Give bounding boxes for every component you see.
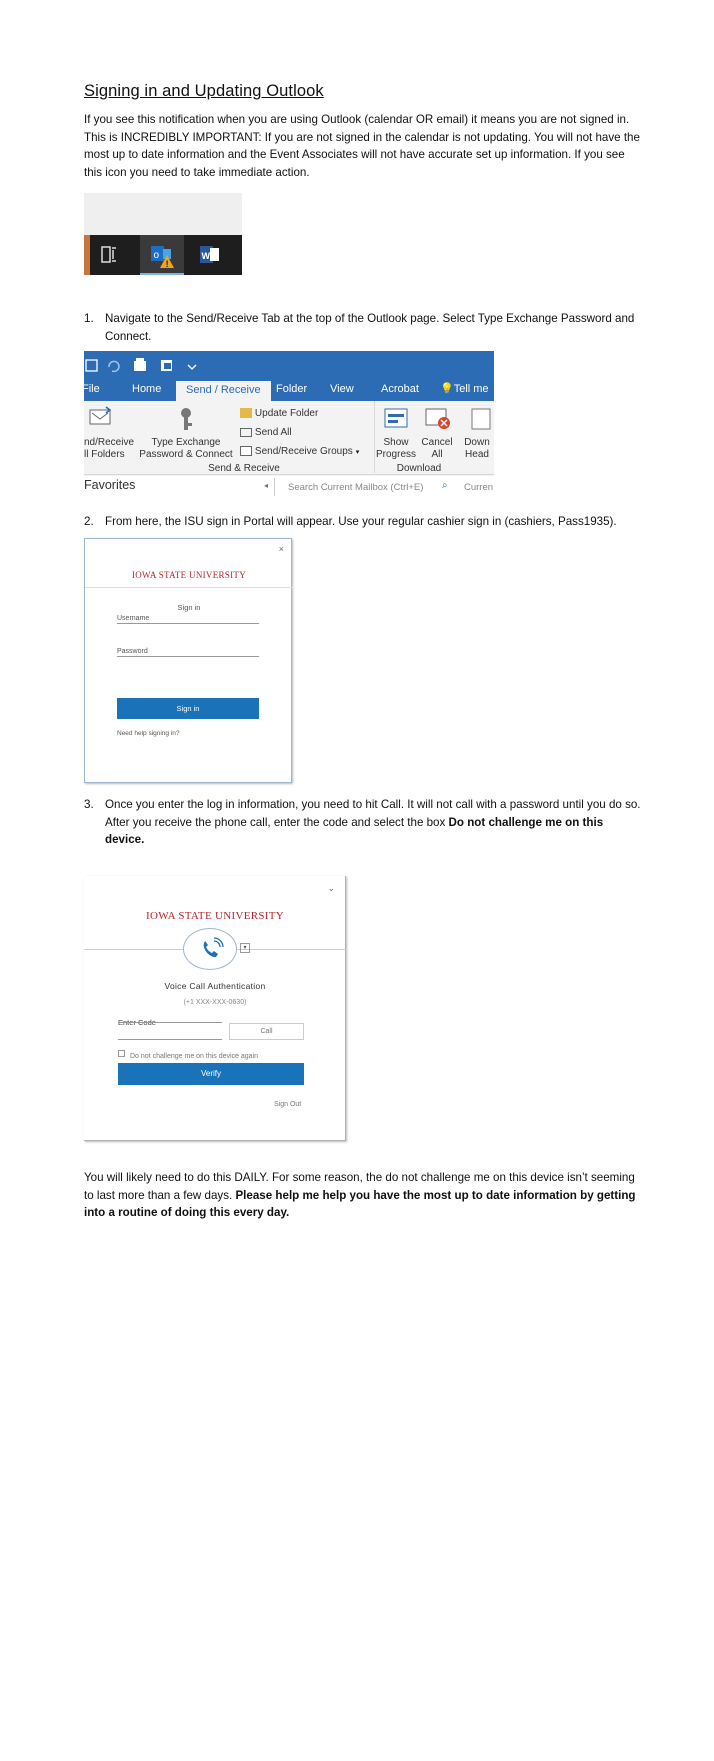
- dropdown-arrow-icon[interactable]: ▾: [240, 943, 250, 953]
- ribbon-body: [84, 401, 494, 475]
- download-headers-button[interactable]: Down Head: [460, 405, 494, 463]
- username-underline: [117, 623, 259, 624]
- step-3-text: Once you enter the log in information, you need to hit Call. It will not call with a password until you do so. After you receive the phone call, enter the code and select the box Do not challenge me on this device.: [105, 798, 641, 846]
- voice-call-screenshot: [84, 876, 346, 1141]
- groups-icon: [240, 446, 252, 456]
- divider: [274, 478, 275, 496]
- envelope-icon: [240, 428, 252, 437]
- closing-paragraph: You will likely need to do this DAILY. For some reason, the do not challenge me on this device isn’t seeming to last more than a few days. Please help me help you have the most up to date information by getting into a routine of doing this every day.: [84, 1171, 636, 1219]
- collapse-arrow-icon[interactable]: ◂: [264, 481, 269, 490]
- search-icon[interactable]: ⌕: [442, 480, 448, 491]
- send-receive-all-button[interactable]: nd/Receive ll Folders: [84, 405, 130, 463]
- isu-logo: IOWA STATE UNIVERSITY: [145, 910, 285, 922]
- sign-out-link[interactable]: Sign Out: [274, 1101, 302, 1108]
- code-top-line: [118, 1022, 222, 1023]
- taskbar-screenshot: [84, 193, 242, 275]
- isu-signin-screenshot: [84, 538, 292, 783]
- username-field[interactable]: Username: [117, 615, 150, 622]
- step-2-text: From here, the ISU sign in Portal will appear. Use your regular cashier sign in (cashiers, Pass1935).: [105, 515, 617, 528]
- signin-button[interactable]: Sign in: [117, 698, 259, 719]
- do-not-challenge-checkbox[interactable]: [118, 1050, 125, 1057]
- checkbox-label: Do not challenge me on this device again: [130, 1053, 259, 1060]
- password-field[interactable]: Password: [117, 648, 148, 655]
- svg-text:!: !: [165, 259, 169, 269]
- send-all-button[interactable]: Send All: [240, 426, 360, 440]
- tab-tell-me[interactable]: 💡Tell me: [440, 383, 489, 395]
- send-receive-groups-button[interactable]: Send/Receive Groups ▾: [240, 445, 370, 459]
- key-icon: [136, 405, 236, 431]
- tab-folder[interactable]: Folder: [276, 383, 308, 395]
- isu-logo: IOWA STATE UNIVERSITY: [131, 570, 247, 580]
- page-title: Signing in and Updating Outlook: [84, 82, 324, 100]
- cancel-icon: [418, 405, 456, 431]
- call-button[interactable]: Call: [229, 1023, 304, 1040]
- phone-number: (+1 XXX-XXX-0630): [183, 999, 247, 1006]
- dropdown-arrow-icon: ▾: [355, 449, 360, 456]
- update-folder-button[interactable]: Update Folder: [240, 407, 360, 421]
- step-3-number: 3.: [84, 798, 94, 811]
- tab-view[interactable]: View: [330, 383, 354, 395]
- group-send-receive-label: Send & Receive: [208, 463, 280, 474]
- divider: [85, 587, 293, 588]
- group-download-label: Download: [396, 463, 442, 474]
- step-1-text: Navigate to the Send/Receive Tab at the top of the Outlook page. Select Type Exchange Password and Connect.: [105, 312, 635, 343]
- cancel-all-button[interactable]: Cancel All: [418, 405, 456, 463]
- word-icon: [188, 235, 228, 275]
- voice-heading: Voice Call Authentication: [164, 981, 266, 991]
- type-exchange-password-button[interactable]: Type Exchange Password & Connect: [136, 405, 236, 463]
- tab-home[interactable]: Home: [132, 383, 162, 395]
- tab-file[interactable]: File: [82, 383, 100, 395]
- phone-call-icon: [183, 928, 237, 970]
- step-1-number: 1.: [84, 312, 94, 325]
- need-help-link[interactable]: Need help signing in?: [117, 730, 180, 737]
- lightbulb-icon: 💡: [440, 383, 454, 395]
- verify-button[interactable]: Verify: [118, 1063, 304, 1085]
- svg-text:o: o: [153, 250, 160, 261]
- show-progress-button[interactable]: Show Progress: [376, 405, 416, 463]
- download-icon: [460, 405, 494, 431]
- folder-icon: [240, 408, 252, 418]
- chevron-down-icon[interactable]: ⌄: [327, 883, 335, 893]
- folder-search-bar: [84, 476, 494, 500]
- close-icon[interactable]: ×: [278, 544, 284, 554]
- progress-icon: [376, 405, 416, 431]
- tab-send-receive[interactable]: Send / Receive: [176, 381, 271, 401]
- password-underline: [117, 656, 259, 657]
- intro-paragraph: If you see this notification when you are using Outlook (calendar OR email) it means you are not signed in. This is INCREDIBLY IMPORTANT: If you are not signed in the calendar is not updating. You will not have the most up to date information and the Event Associates will not have accurate set up information. If you see this icon you need to take immediate action.: [84, 113, 640, 179]
- quick-access-toolbar: [84, 351, 494, 381]
- enter-code-label: Enter Code: [118, 1018, 156, 1027]
- task-view-icon: [90, 235, 124, 275]
- outlook-ribbon-screenshot: [84, 351, 494, 500]
- tab-acrobat[interactable]: Acrobat: [381, 383, 419, 395]
- divider: [374, 401, 375, 473]
- search-input[interactable]: Search Current Mailbox (Ctrl+E): [288, 482, 424, 493]
- outlook-warning-icon: [140, 235, 184, 275]
- step-2-number: 2.: [84, 515, 94, 528]
- enter-code-input[interactable]: [118, 1039, 222, 1040]
- favorites-label[interactable]: Favorites: [84, 478, 136, 492]
- send-receive-all-icon: [84, 405, 130, 431]
- signin-heading: Sign in: [177, 603, 201, 612]
- quick-access-icons: [84, 351, 194, 381]
- search-scope-dropdown[interactable]: Curren: [464, 482, 494, 493]
- svg-text:W: W: [201, 251, 210, 261]
